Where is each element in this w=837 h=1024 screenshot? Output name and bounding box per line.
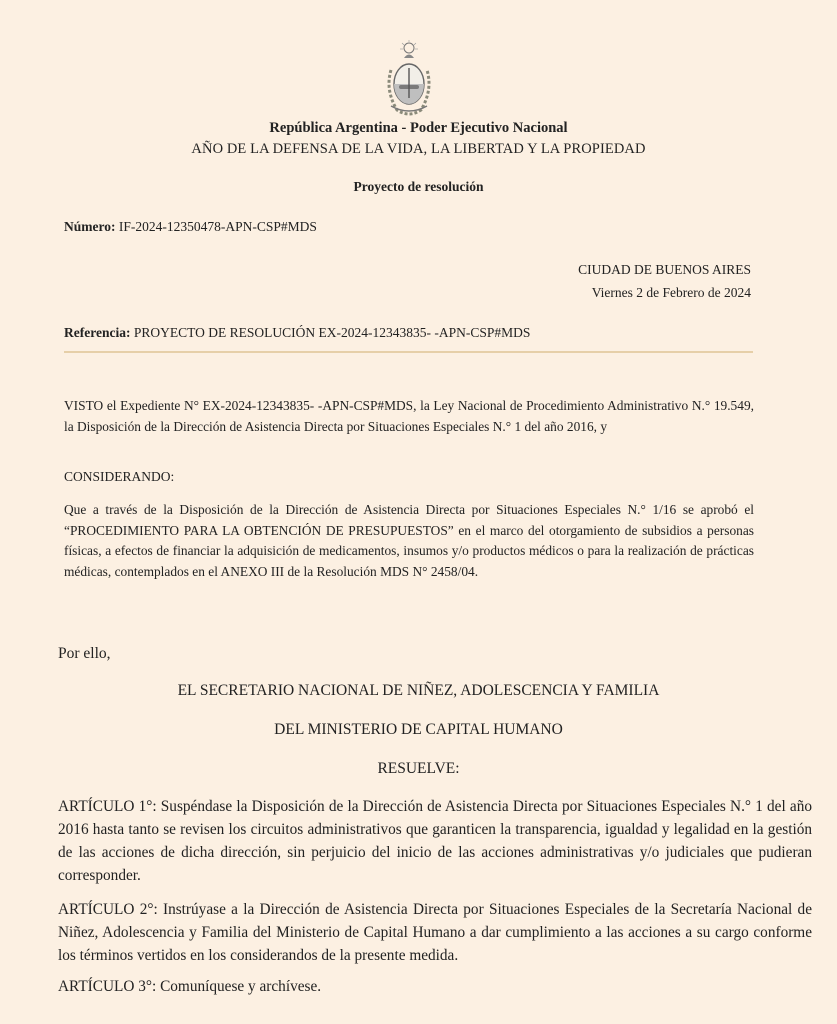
coat-of-arms-argentina-icon — [383, 40, 435, 118]
header-line2: AÑO DE LA DEFENSA DE LA VIDA, LA LIBERTAD Y LA PROPIEDAD — [191, 141, 646, 157]
secretario-line2: DEL MINISTERIO DE CAPITAL HUMANO — [274, 721, 563, 738]
que-paragraph: Que a través de la Disposición de la Dirección de Asistencia Directa por Situaciones Especiales N.° 1/16 se aprobó el “PROCEDIMIENTO PARA LA OBTENCIÓN DE PRESUPUESTOS” en el marco del otorgamiento de subsidios a personas físicas, a efectos de financiar la adquisición de medicamentos, insumos y/o productos médicos o para la realización de prácticas médicas, contemplados en el ANEXO III de la Resolución MDS N° 2458/04. — [64, 502, 754, 579]
secretario-line1: EL SECRETARIO NACIONAL DE NIÑEZ, ADOLESCENCIA Y FAMILIA — [177, 682, 660, 699]
referencia-label: Referencia: — [64, 325, 131, 340]
resuelve-heading: RESUELVE: — [377, 760, 460, 777]
document-type: Proyecto de resolución — [353, 179, 484, 194]
city: CIUDAD DE BUENOS AIRES — [578, 262, 751, 277]
articulo-3: ARTÍCULO 3°: Comuníquese y archívese. — [58, 978, 322, 995]
referencia-row — [64, 325, 530, 341]
date: Viernes 2 de Febrero de 2024 — [591, 285, 751, 300]
numero-row — [64, 219, 317, 235]
por-ello: Por ello, — [58, 645, 111, 662]
articulo-1: ARTÍCULO 1°: Suspéndase la Disposición de la Dirección de Asistencia Directa por Situaciones Especiales N.° 1 del año 2016 hasta tanto se revisen los circuitos administrativos que garanticen la transparencia, igualdad y legalidad en la gestión de las acciones de dicha dirección, sin perjuicio del inicio de las acciones administrativas y/o judiciales que pudieran corresponder. — [58, 798, 812, 884]
referencia-value: PROYECTO DE RESOLUCIÓN EX-2024-12343835- -APN-CSP#MDS — [133, 325, 531, 340]
divider — [64, 351, 753, 353]
numero-label: Número: — [64, 219, 116, 234]
visto-paragraph: VISTO el Expediente N° EX-2024-12343835- -APN-CSP#MDS, la Ley Nacional de Procedimiento Administrativo N.° 19.549, la Disposición de la Dirección de Asistencia Directa por Situaciones Especiales N.° 1 del año 2016, y — [64, 398, 754, 434]
articulo-2: ARTÍCULO 2°: Instrúyase a la Dirección de Asistencia Directa por Situaciones Especiales de la Secretaría Nacional de Niñez, Adolescencia y Familia del Ministerio de Capital Humano a dar cumplimiento a las acciones a su cargo conforme los términos vertidos en los considerandos de la presente medida. — [58, 901, 812, 964]
considerando-heading: CONSIDERANDO: — [64, 469, 175, 484]
numero-value: IF-2024-12350478-APN-CSP#MDS — [118, 219, 317, 234]
header-line1: República Argentina - Poder Ejecutivo Nacional — [269, 120, 568, 136]
